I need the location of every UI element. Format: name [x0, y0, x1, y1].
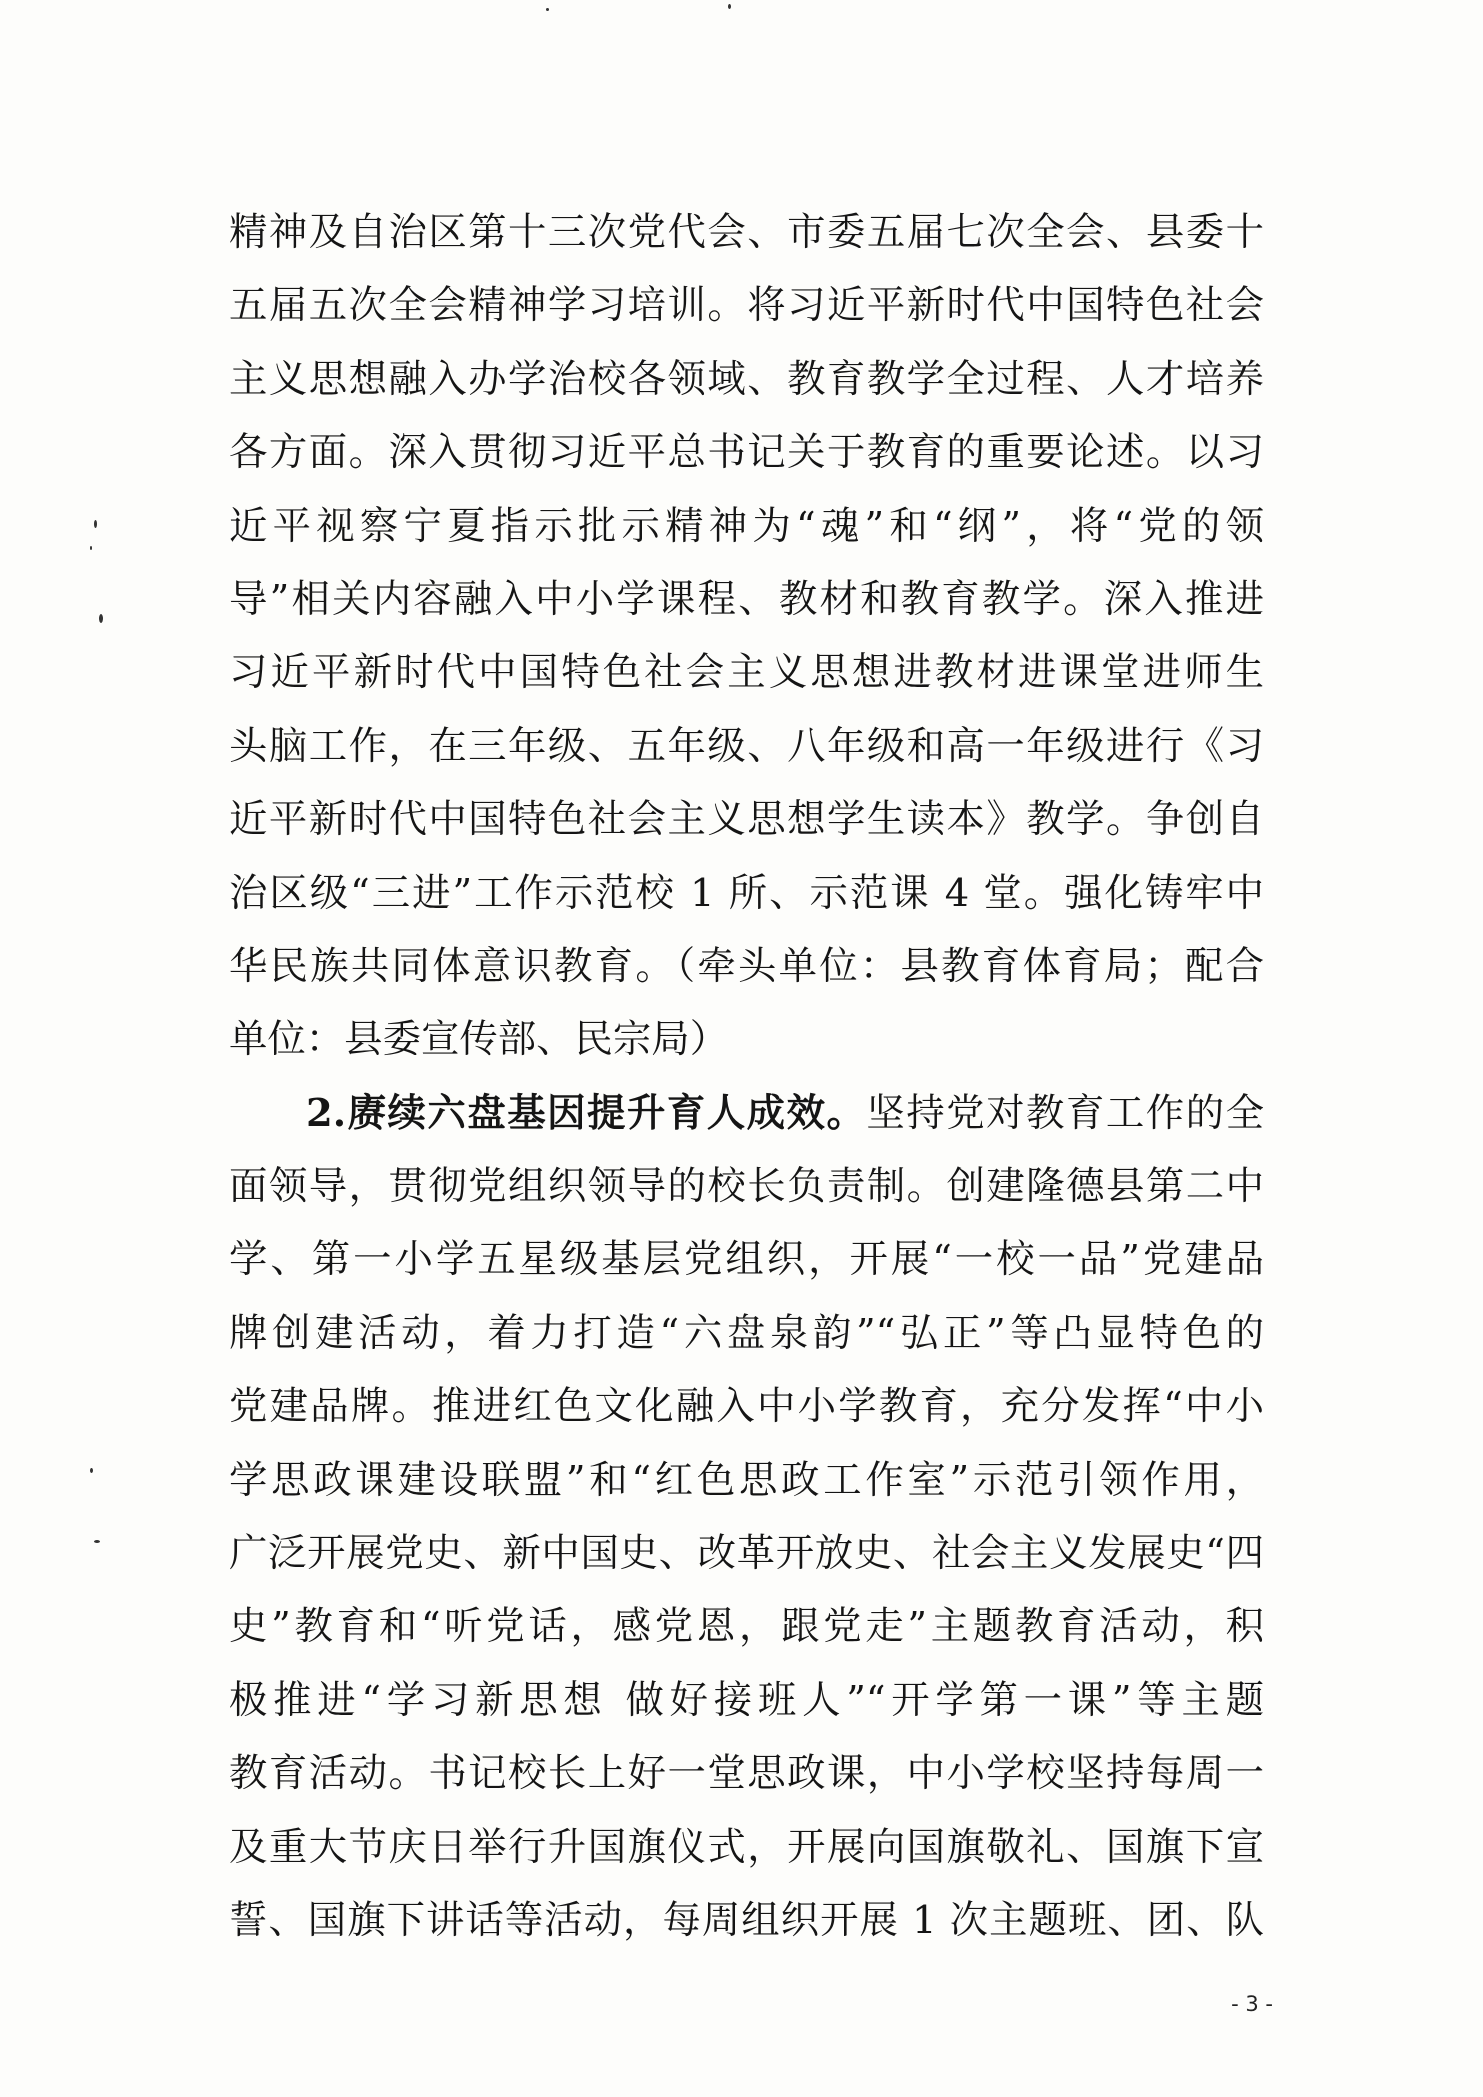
text-line: 誓、国旗下讲话等活动，每周组织开展 1 次主题班、团、队	[229, 1897, 1264, 1943]
text-line: 头脑工作，在三年级、五年级、八年级和高一年级进行《习	[229, 723, 1264, 769]
text-line: 单位：县委宣传部、民宗局）	[229, 1017, 729, 1063]
text-line: 习近平新时代中国特色社会主义思想进教材进课堂进师生	[229, 650, 1264, 696]
text-line: 教育活动。书记校长上好一堂思政课，中小学校坚持每周一	[229, 1751, 1264, 1797]
scan-speck	[94, 1540, 100, 1543]
scan-speck	[90, 546, 92, 550]
text-line: 导”相关内容融入中小学课程、教材和教育教学。深入推进	[229, 576, 1264, 622]
text-line: 学思政课建设联盟”和“红色思政工作室”示范引领作用，	[229, 1457, 1264, 1503]
text-line: 主义思想融入办学治校各领域、教育教学全过程、人才培养	[229, 356, 1264, 402]
section-2-text: 坚持党对教育工作的全	[866, 1090, 1264, 1136]
text-line: 极推进“学习新思想 做好接班人”“开学第一课”等主题	[229, 1677, 1264, 1723]
text-line: 面领导，贯彻党组织领导的校长负责制。创建隆德县第二中	[229, 1164, 1264, 1210]
scan-speck	[546, 8, 549, 11]
text-line: 及重大节庆日举行升国旗仪式，开展向国旗敬礼、国旗下宣	[229, 1824, 1264, 1870]
scan-speck	[90, 1468, 93, 1473]
text-line: 党建品牌。推进红色文化融入中小学教育，充分发挥“中小	[229, 1384, 1264, 1430]
scan-speck	[94, 520, 97, 528]
text-line: 学、第一小学五星级基层党组织，开展“一校一品”党建品	[229, 1237, 1264, 1283]
text-line: 近平新时代中国特色社会主义思想学生读本》教学。争创自	[229, 797, 1264, 843]
text-line: 近平视察宁夏指示批示精神为“魂”和“纲”，将“党的领	[229, 503, 1264, 549]
page-number: - 3 -	[1231, 1992, 1273, 2016]
text-line: 广泛开展党史、新中国史、改革开放史、社会主义发展史“四	[229, 1531, 1264, 1577]
text-line: 史”教育和“听党话，感党恩，跟党走”主题教育活动，积	[229, 1604, 1264, 1650]
body-text	[229, 196, 1264, 1957]
section-2-first-line	[229, 1077, 1264, 1150]
text-line: 牌创建活动，着力打造“六盘泉韵”“弘正”等凸显特色的	[229, 1310, 1264, 1356]
text-line: 精神及自治区第十三次党代会、市委五届七次全会、县委十	[229, 210, 1264, 255]
text-line: 各方面。深入贯彻习近平总书记关于教育的重要论述。以习	[229, 430, 1264, 476]
text-line: 五届五次全会精神学习培训。将习近平新时代中国特色社会	[229, 283, 1264, 329]
text-line: 治区级“三进”工作示范校 1 所、示范课 4 堂。强化铸牢中	[229, 870, 1264, 916]
scan-speck	[728, 4, 731, 9]
scan-speck	[99, 614, 103, 623]
section-2-heading: 2.赓续六盘基因提升育人成效。	[306, 1090, 867, 1136]
text-line: 华民族共同体意识教育。（牵头单位：县教育体育局；配合	[229, 943, 1264, 989]
